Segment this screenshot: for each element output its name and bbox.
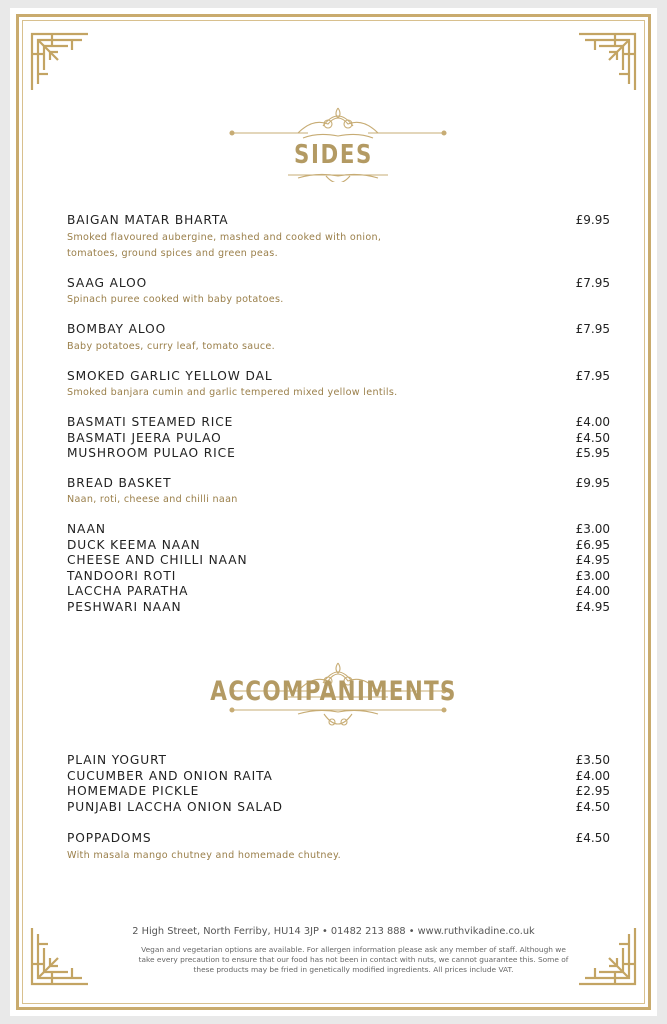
item-name: PESHWARI NAAN <box>67 599 182 614</box>
list-item <box>67 600 610 616</box>
list-item <box>67 784 610 800</box>
item-name: SMOKED GARLIC YELLOW DAL <box>67 368 273 383</box>
list-item <box>67 584 610 600</box>
item-price: £4.50 <box>575 430 610 445</box>
item-name: DUCK KEEMA NAAN <box>67 537 201 552</box>
item-name: NAAN <box>67 522 106 536</box>
item-price: £5.95 <box>575 446 610 460</box>
list-item <box>67 213 610 262</box>
item-name: POPPADOMS <box>67 831 152 845</box>
item-name: BOMBAY ALOO <box>67 322 167 336</box>
sides-list <box>67 213 610 615</box>
item-description: Spinach puree cooked with baby potatoes. <box>67 294 284 305</box>
list-item <box>67 569 610 585</box>
item-price: £2.95 <box>575 784 610 798</box>
item-price: £4.50 <box>575 799 610 814</box>
accompaniments-list <box>67 753 610 864</box>
item-description: With masala mango chutney and homemade chutney. <box>67 849 341 861</box>
list-item <box>67 276 610 309</box>
list-group-rice <box>67 415 610 462</box>
list-item <box>67 538 610 554</box>
item-price: £3.00 <box>575 522 610 536</box>
allergen-note <box>120 945 587 975</box>
list-item <box>67 831 610 864</box>
item-price: £3.00 <box>575 568 610 583</box>
item-price: £9.95 <box>575 475 610 490</box>
footer-address: 2 High Street, North Ferriby, HU14 3JP • 01482 213 888 • www.ruthvikadine.co.uk <box>132 926 535 937</box>
item-name: PLAIN YOGURT <box>67 753 167 767</box>
item-description: tomatoes, ground spices and green peas. <box>67 247 278 259</box>
item-name: CUCUMBER AND ONION RAITA <box>67 768 273 783</box>
item-price: £6.95 <box>575 537 610 552</box>
list-group-breads <box>67 522 610 615</box>
list-item <box>67 522 610 538</box>
allergen-note-line: these products may be fried in genetically modified ingredients. All prices include VAT. <box>193 965 514 974</box>
item-price: £4.95 <box>575 553 610 567</box>
item-price: £7.95 <box>575 368 610 383</box>
list-item <box>67 415 610 431</box>
item-price: £4.00 <box>575 415 610 429</box>
flourish-ornament-icon <box>228 704 448 740</box>
item-price: £7.95 <box>575 322 610 336</box>
item-price: £9.95 <box>575 213 610 227</box>
item-price: £3.50 <box>575 753 610 767</box>
item-description: Smoked flavoured aubergine, mashed and cooked with onion, <box>67 231 382 243</box>
allergen-note-line: Vegan and vegetarian options are available. For allergen information please ask any member of staff. Although we <box>141 945 566 954</box>
item-name: BASMATI JEERA PULAO <box>67 430 222 445</box>
art-deco-corner-icon <box>28 30 92 94</box>
item-description: Naan, roti, cheese and chilli naan <box>67 494 238 505</box>
item-name: TANDOORI ROTI <box>67 568 177 583</box>
list-item <box>67 553 610 569</box>
item-price: £4.50 <box>575 831 610 845</box>
item-name: BREAD BASKET <box>67 475 172 490</box>
list-group-accompaniments <box>67 753 610 815</box>
section-title-sides: SIDES <box>293 140 374 170</box>
item-name: CHEESE AND CHILLI NAAN <box>67 553 248 567</box>
menu-page <box>10 8 657 1016</box>
list-item <box>67 322 610 355</box>
item-price: £4.00 <box>575 768 610 783</box>
item-name: LACCHA PARATHA <box>67 584 189 598</box>
item-name: HOMEMADE PICKLE <box>67 784 200 798</box>
allergen-note-line: take every precaution to ensure that our food has not been in contact with nuts, we cannot guarantee this. Some of <box>138 955 569 964</box>
item-description: Baby potatoes, curry leaf, tomato sauce. <box>67 340 275 352</box>
item-price: £7.95 <box>575 275 610 290</box>
section-title-accompaniments: ACCOMPANIMENTS <box>210 676 457 707</box>
item-name: MUSHROOM PULAO RICE <box>67 446 236 460</box>
list-item <box>67 369 610 402</box>
list-item <box>67 431 610 447</box>
item-price: £4.95 <box>575 599 610 614</box>
item-description: Smoked banjara cumin and garlic tempered mixed yellow lentils. <box>67 387 398 398</box>
item-price: £4.00 <box>575 584 610 598</box>
list-item <box>67 753 610 769</box>
item-name: PUNJABI LACCHA ONION SALAD <box>67 799 283 814</box>
item-name: SAAG ALOO <box>67 275 148 290</box>
list-item <box>67 769 610 785</box>
list-item <box>67 800 610 816</box>
art-deco-corner-icon <box>575 30 639 94</box>
list-item <box>67 476 610 509</box>
list-item <box>67 446 610 462</box>
item-name: BASMATI STEAMED RICE <box>67 415 234 429</box>
item-name: BAIGAN MATAR BHARTA <box>67 213 229 227</box>
